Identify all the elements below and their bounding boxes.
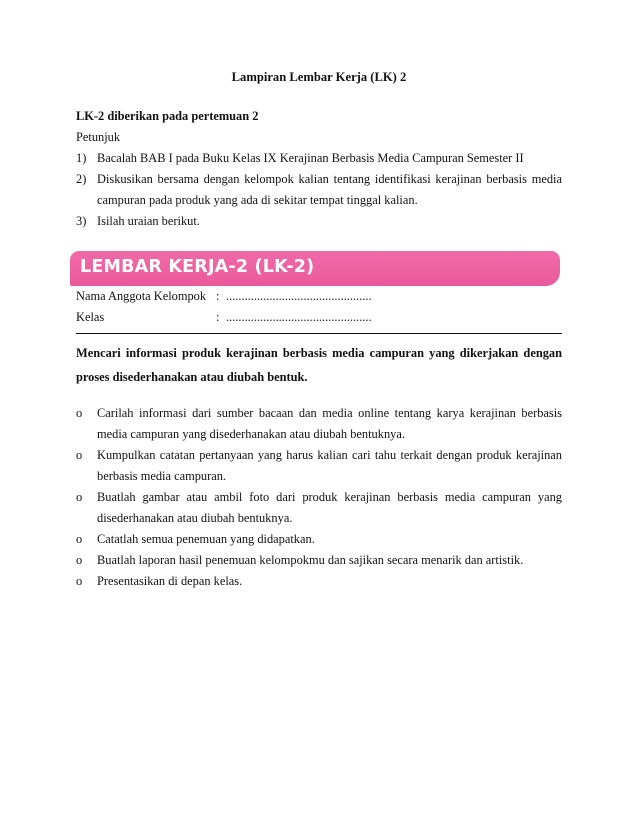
field-label: Kelas: [76, 310, 105, 324]
bullet-marker: o: [76, 490, 83, 504]
field-row-class: [76, 307, 562, 328]
step-text: [97, 148, 562, 169]
bullet-text-line: Carilah informasi dari sumber bacaan dan media online tentang karya kerajinan berbasis: [97, 406, 562, 420]
step-item: [76, 148, 562, 169]
bullet-text-line: Catatlah semua penemuan yang didapatkan.: [97, 532, 315, 546]
field-blank: ...............................................: [226, 310, 372, 324]
step-text-line: campuran pada produk yang ada di sekitar tempat tinggal kalian.: [97, 193, 418, 207]
petunjuk-label: Petunjuk: [76, 130, 121, 144]
step-item: [76, 169, 562, 211]
task-statement: [76, 341, 562, 389]
step-item: [76, 211, 562, 232]
identity-fields: [76, 286, 562, 328]
field-blank: ...............................................: [226, 289, 372, 303]
list-item: [76, 571, 562, 592]
bullet-marker: o: [76, 448, 83, 462]
bullet-text-line: media campuran yang disederhanakan atau diubah bentuknya.: [97, 427, 405, 441]
field-row-group-members: [76, 286, 562, 307]
step-number: 2): [76, 172, 87, 186]
step-text-line: Diskusikan bersama dengan kelompok kalian tentang identifikasi kerajinan berbasis media: [97, 172, 562, 186]
banner-title: LEMBAR KERJA-2 (LK-2): [80, 257, 315, 277]
bullet-marker: o: [76, 532, 83, 546]
step-text: [97, 169, 562, 211]
list-item: [76, 487, 562, 529]
step-number: 1): [76, 151, 87, 165]
task-line: Mencari informasi produk kerajinan berbasis media campuran yang dikerjakan dengan: [76, 346, 562, 360]
task-line: proses disederhanakan atau diubah bentuk.: [76, 370, 308, 384]
bullet-text-line: Buatlah gambar atau ambil foto dari produk kerajinan berbasis media campuran yang: [97, 490, 562, 504]
bullet-text-line: Buatlah laporan hasil penemuan kelompokmu dan sajikan secara menarik dan artistik.: [97, 553, 524, 567]
instructions-section: [76, 106, 562, 232]
bullet-marker: o: [76, 553, 83, 567]
bullet-text-line: berbasis media campuran.: [97, 469, 227, 483]
list-item: [76, 550, 562, 571]
step-text: [97, 211, 562, 232]
step-number: 3): [76, 214, 87, 228]
bullet-text-line: disederhanakan atau diubah bentuknya.: [97, 511, 293, 525]
divider-line: [76, 333, 562, 334]
worksheet-banner: [70, 251, 560, 286]
document-title: Lampiran Lembar Kerja (LK) 2: [231, 70, 407, 84]
bullet-text-line: Kumpulkan catatan pertanyaan yang harus kalian cari tahu terkait dengan produk kerajinan: [97, 448, 562, 462]
subtitle: LK-2 diberikan pada pertemuan 2: [76, 109, 259, 123]
field-label: Nama Anggota Kelompok: [76, 289, 207, 303]
field-colon: :: [216, 289, 220, 303]
bullet-marker: o: [76, 574, 83, 588]
list-item: [76, 403, 562, 445]
list-item: [76, 529, 562, 550]
step-text-line: Isilah uraian berikut.: [97, 214, 200, 228]
step-text-line: Bacalah BAB I pada Buku Kelas IX Kerajinan Berbasis Media Campuran Semester II: [97, 151, 524, 165]
bullet-marker: o: [76, 406, 83, 420]
field-colon: :: [216, 310, 220, 324]
bullet-text-line: Presentasikan di depan kelas.: [97, 574, 243, 588]
list-item: [76, 445, 562, 487]
task-bullet-list: [76, 403, 562, 592]
